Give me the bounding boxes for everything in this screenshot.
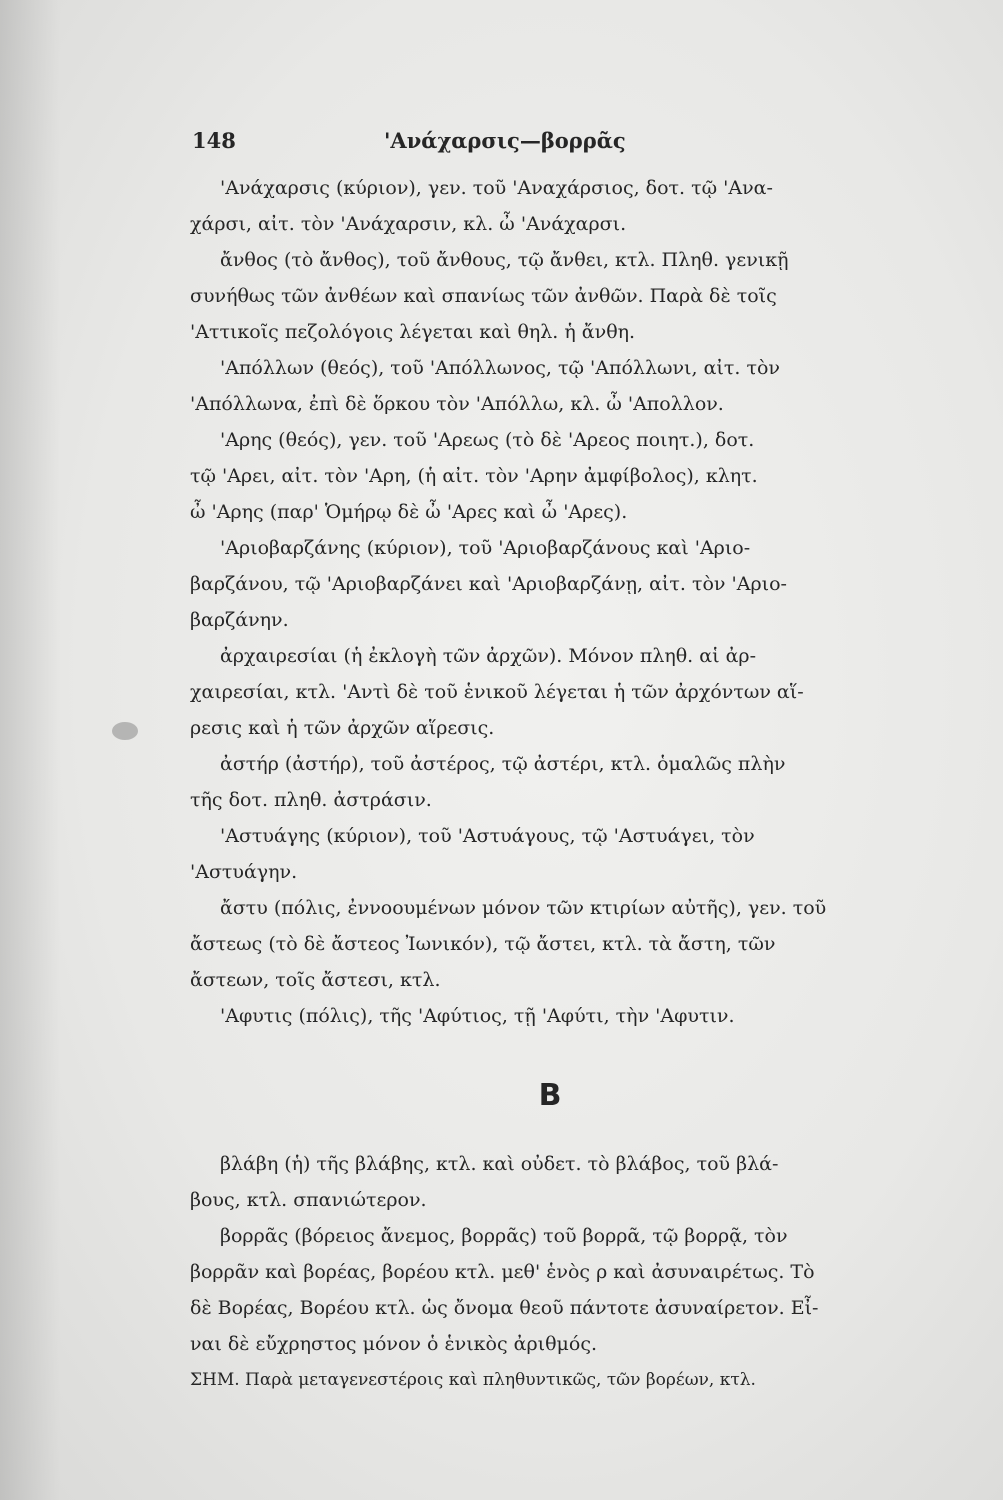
entry-line: ἄστυ (πόλις, ἐννοουμένων μόνον τῶν κτιρίων αὐτῆς), γεν. τοῦ	[220, 897, 827, 919]
entry-line: συνήθως τῶν ἀνθέων καὶ σπανίως τῶν ἀνθῶν. Παρὰ δὲ τοῖς	[190, 285, 777, 307]
entry-line: ἀρχαιρεσίαι (ἡ ἐκλογὴ τῶν ἀρχῶν). Μόνον πληθ. αἱ ἀρ-	[220, 645, 756, 667]
page-edge-shadow	[0, 0, 60, 1500]
entry-line: ὦ 'Αρης (παρ' Ὁμήρῳ δὲ ὦ 'Αρες καὶ ὦ 'Αρες).	[190, 501, 628, 523]
entry-line: βλάβη (ἡ) τῆς βλάβης, κτλ. καὶ οὐδετ. τὸ βλάβος, τοῦ βλά-	[220, 1153, 779, 1175]
entry-line: 'Απόλλωνα, ἐπὶ δὲ ὅρκου τὸν 'Απόλλω, κλ. ὦ 'Απολλον.	[190, 393, 724, 415]
ink-blot	[112, 722, 138, 740]
page-number: 148	[192, 128, 236, 153]
entry-line: ἄστεων, τοῖς ἄστεσι, κτλ.	[190, 969, 441, 991]
entry-line: χαιρεσίαι, κτλ. 'Αντὶ δὲ τοῦ ἑνικοῦ λέγεται ἡ τῶν ἀρχόντων αἵ-	[190, 681, 804, 703]
entry-line: τῷ 'Αρει, αἰτ. τὸν 'Αρη, (ἡ αἰτ. τὸν 'Αρην ἀμφίβολος), κλητ.	[190, 465, 758, 487]
entry-line: 'Αττικοῖς πεζολόγοις λέγεται καὶ θηλ. ἡ ἄνθη.	[190, 321, 636, 343]
entry-line: 'Αστυάγης (κύριον), τοῦ 'Αστυάγους, τῷ 'Αστυάγει, τὸν	[220, 825, 755, 847]
section-gap	[190, 1034, 930, 1066]
entry-line: 'Αριοβαρζάνης (κύριον), τοῦ 'Αριοβαρζάνους καὶ 'Αριο-	[220, 537, 751, 559]
page-header	[192, 128, 892, 158]
entry-line: ἄνθος (τὸ ἄνθος), τοῦ ἄνθους, τῷ ἄνθει, κτλ. Πληθ. γενικῇ	[220, 249, 789, 271]
entry-line: 'Απόλλων (θεός), τοῦ 'Απόλλωνος, τῷ 'Απόλλωνι, αἰτ. τὸν	[220, 357, 780, 379]
dictionary-entries	[190, 170, 930, 1398]
entry-line: βαρζάνου, τῷ 'Αριοβαρζάνει καὶ 'Αριοβαρζάνῃ, αἰτ. τὸν 'Αριο-	[190, 573, 787, 595]
entry-line: 'Αρης (θεός), γεν. τοῦ 'Αρεως (τὸ δὲ 'Αρεος ποιητ.), δοτ.	[220, 429, 755, 451]
section-gap	[190, 1126, 930, 1146]
entry-line: ἄστεως (τὸ δὲ ἄστεος Ἰωνικόν), τῷ ἄστει, κτλ. τὰ ἄστη, τῶν	[190, 933, 776, 955]
entry-line: ἀστήρ (ἀστήρ), τοῦ ἀστέρος, τῷ ἀστέρι, κτλ. ὁμαλῶς πλὴν	[220, 753, 786, 775]
running-title: 'Ανάχαρσις—βορρᾶς	[384, 128, 626, 153]
entry-line: βορρᾶν καὶ βορέας, βορέου κτλ. μεθ' ἑνὸς ρ καὶ ἀσυναιρέτως. Τὸ	[190, 1261, 815, 1283]
entry-line: ρεσις καὶ ἡ τῶν ἀρχῶν αἵρεσις.	[190, 717, 495, 739]
footnote: ΣΗΜ. Παρὰ μεταγενεστέροις καὶ πληθυντικῶς, τῶν βορέων, κτλ.	[190, 1370, 756, 1390]
entry-line: βους, κτλ. σπανιώτερον.	[190, 1189, 427, 1211]
entry-line: 'Αφυτις (πόλις), τῆς 'Αφύτιος, τῇ 'Αφύτι, τὴν 'Αφυτιν.	[220, 1005, 735, 1027]
entry-line: δὲ Βορέας, Βορέου κτλ. ὡς ὄνομα θεοῦ πάντοτε ἀσυναίρετον. Εἶ-	[190, 1297, 819, 1319]
entry-line: τῆς δοτ. πληθ. ἀστράσιν.	[190, 789, 432, 811]
section-letter: B	[538, 1078, 562, 1113]
entry-line: 'Αστυάγην.	[190, 861, 298, 883]
entry-line: χάρσι, αἰτ. τὸν 'Ανάχαρσιν, κλ. ὦ 'Ανάχαρσι.	[190, 213, 627, 235]
entry-line: βαρζάνην.	[190, 609, 289, 631]
entry-line: 'Ανάχαρσις (κύριον), γεν. τοῦ 'Αναχάρσιος, δοτ. τῷ 'Ανα-	[220, 177, 773, 199]
entry-line: βορρᾶς (βόρειος ἄνεμος, βορρᾶς) τοῦ βορρᾶ, τῷ βορρᾷ, τὸν	[220, 1225, 788, 1247]
entry-line: ναι δὲ εὔχρηστος μόνον ὁ ἑνικὸς ἀριθμός.	[190, 1333, 597, 1355]
